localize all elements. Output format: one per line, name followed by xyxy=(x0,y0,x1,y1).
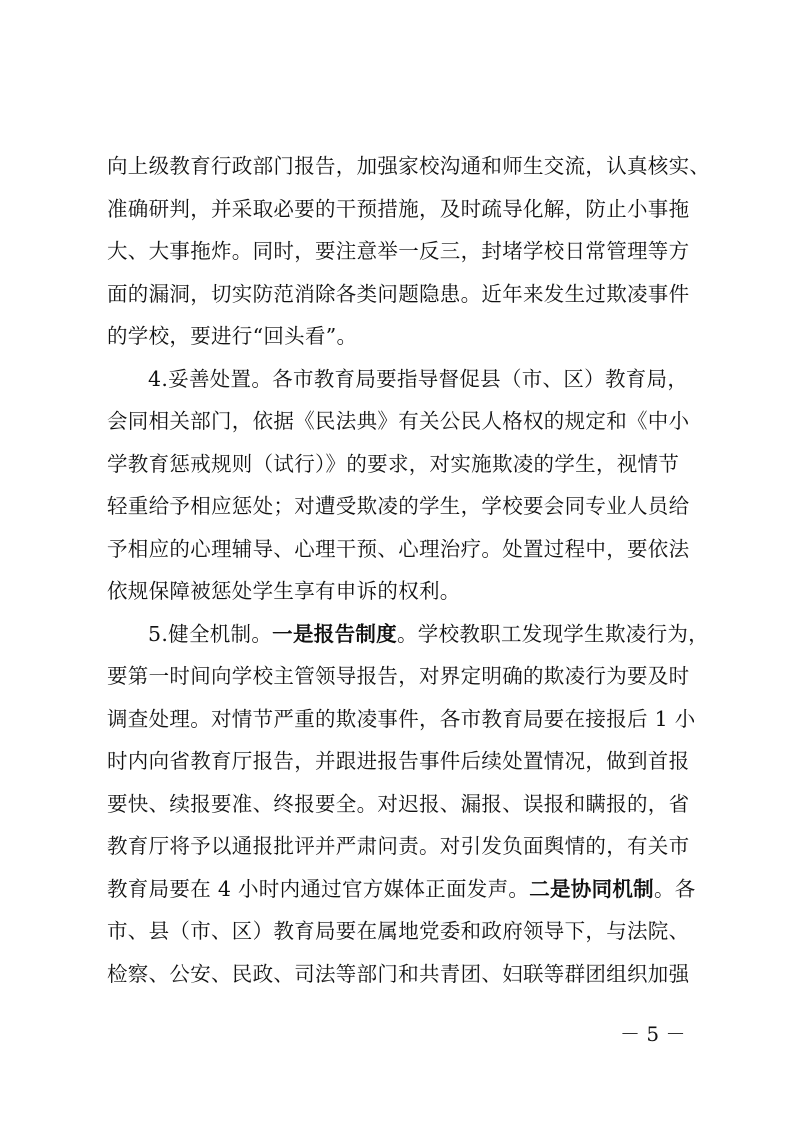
text-line xyxy=(107,273,690,316)
text-line xyxy=(107,315,687,358)
text-segment: 市、县（市、区）教育局要在属地党委和政府领导下，与法院、 xyxy=(107,919,690,943)
text-line xyxy=(107,910,690,953)
text-line xyxy=(107,400,690,443)
text-segment: 面的漏洞，切实防范消除各类问题隐患。近年来发生过欺凌事件 xyxy=(107,281,690,306)
text-line xyxy=(107,528,690,571)
text-segment: 时内向省教育厅报告，并跟进报告事件后续处置情况，做到首报 xyxy=(107,749,690,773)
text-line xyxy=(107,443,687,486)
text-line xyxy=(107,698,696,741)
text-line xyxy=(107,230,690,273)
text-line xyxy=(107,145,711,188)
text-segment: 要第一时间向学校主管领导报告，对界定明确的欺凌行为要及时 xyxy=(107,664,690,688)
body-text xyxy=(107,145,711,995)
text-line xyxy=(107,485,690,528)
text-segment: 要快、续报要准、终报要全。对迟报、漏报、误报和瞒报的，省 xyxy=(107,791,690,816)
text-segment: 检察、公安、民政、司法等部门和共青团、妇联等群团组织加强 xyxy=(107,961,690,986)
text-line xyxy=(107,655,690,698)
text-line xyxy=(107,358,687,401)
text-segment: 准确研判，并采取必要的干预措施，及时疏导化解，防止小事拖 xyxy=(107,196,690,221)
text-line xyxy=(107,825,690,868)
text-segment: 依规保障被惩处学生享有申诉的权利。 xyxy=(107,579,461,603)
text-segment: 向上级教育行政部门报告，加强家校沟通和师生交流，认真核实、 xyxy=(107,154,711,178)
text-segment: 会同相关部门，依据《民法典》有关公民人格权的规定和《中小 xyxy=(107,409,690,433)
text-line xyxy=(107,868,696,911)
text-segment: 学教育惩戒规则（试行）》的要求，对实施欺凌的学生，视情节 xyxy=(107,451,680,476)
page-number: － 5 － xyxy=(620,1022,686,1046)
text-line xyxy=(107,570,687,613)
bold-heading-phrase: 二是协同机制 xyxy=(529,876,654,901)
bold-heading-phrase: 一是报告制度 xyxy=(272,621,397,646)
text-segment: 大、大事拖炸。同时，要注意举一反三，封堵学校日常管理等方 xyxy=(107,239,690,263)
text-segment: 。学校教职工发现学生欺凌行为， xyxy=(396,621,709,646)
text-segment: 的学校，要进行“回头看”。 xyxy=(107,324,358,348)
text-segment: 调查处理。对情节严重的欺凌事件，各市教育局要在接报后 1 小 xyxy=(107,706,696,731)
text-segment: 轻重给予相应惩处；对遭受欺凌的学生，学校要会同专业人员给 xyxy=(107,494,690,518)
text-line xyxy=(107,188,690,231)
text-segment: 。各 xyxy=(654,876,696,901)
text-line xyxy=(107,740,690,783)
text-line xyxy=(107,953,690,996)
text-line xyxy=(107,783,690,826)
text-segment: 4.妥善处置。各市教育局要指导督促县（市、区）教育局， xyxy=(148,366,689,391)
text-segment: 予相应的心理辅导、心理干预、心理治疗。处置过程中，要依法 xyxy=(107,536,690,561)
text-segment: 教育厅将予以通报批评并严肃问责。对引发负面舆情的，有关市 xyxy=(107,834,690,858)
text-segment: 5.健全机制。 xyxy=(148,621,273,646)
text-line xyxy=(107,613,709,656)
text-segment: 教育局要在 4 小时内通过官方媒体正面发声。 xyxy=(107,876,530,901)
